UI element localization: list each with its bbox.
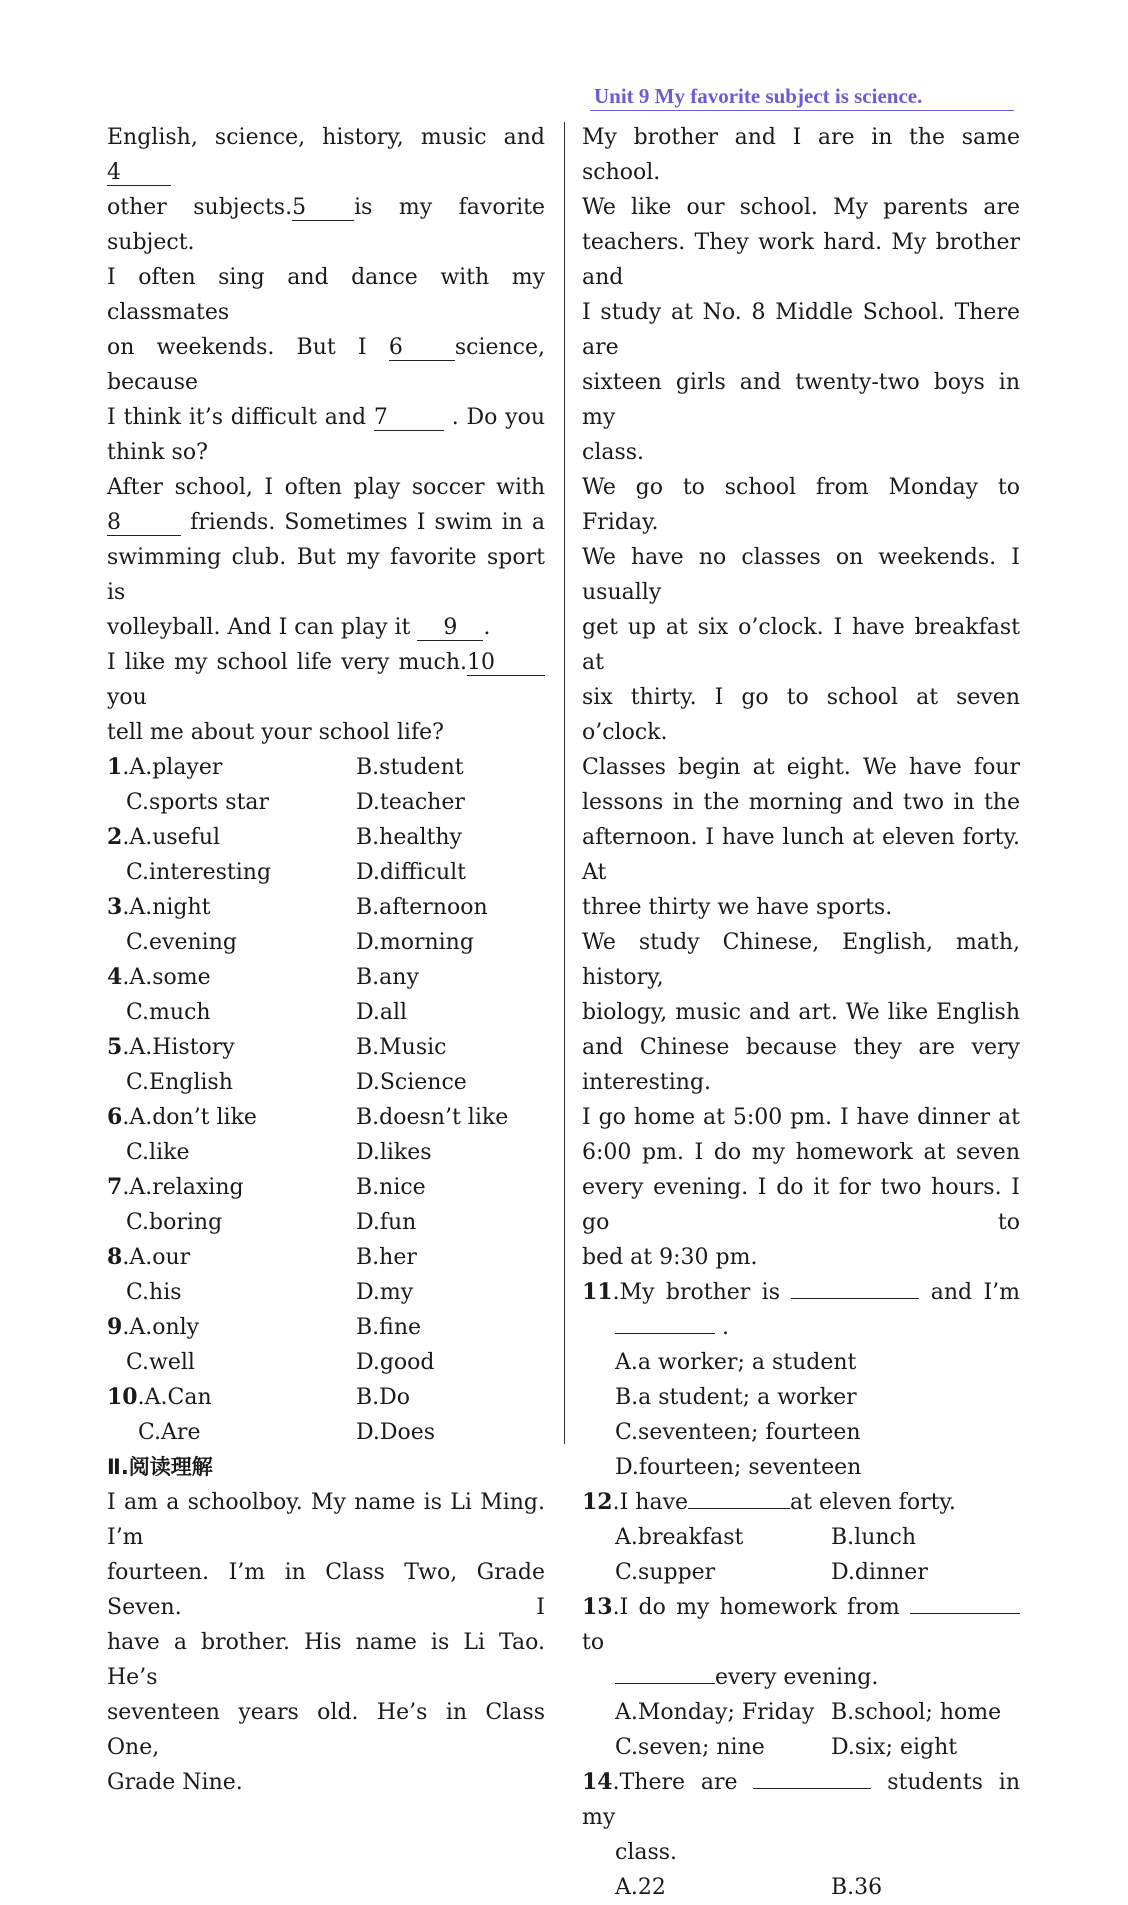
option-b: B.afternoon <box>356 895 488 920</box>
question-number: 2 <box>107 824 123 850</box>
option-row <box>107 925 545 960</box>
question-number: 7 <box>107 1174 123 1200</box>
option-b: B.doesn’t like <box>356 1105 509 1130</box>
question-stem: 11.My brother is and I’m <box>582 1279 1020 1305</box>
option-a: 8.A.our <box>107 1244 191 1270</box>
option-b: B.fine <box>356 1315 422 1340</box>
cloze-line: I often sing and dance with my classmates <box>107 265 545 325</box>
blank-5: 5 <box>292 196 354 221</box>
cloze-line: other subjects.5 is my favorite subject. <box>107 195 545 255</box>
option-b: B.nice <box>356 1175 426 1200</box>
option-a: 1.A.player <box>107 754 223 780</box>
option-a: A.22 <box>615 1875 666 1900</box>
option-c: C.supper <box>615 1560 716 1585</box>
option-row <box>107 750 545 785</box>
option-d: D.likes <box>356 1140 432 1165</box>
option-row <box>582 1695 1020 1730</box>
cloze-line: I like my school life very much.10you <box>107 645 545 715</box>
cloze-line: think so? <box>107 440 208 465</box>
passage-line: bed at 9:30 pm. <box>582 1245 758 1270</box>
option-row <box>107 1275 545 1310</box>
question-stem: 13.I do my homework from to <box>582 1590 1020 1660</box>
option-d: D.fun <box>356 1210 417 1235</box>
option-row <box>107 1205 545 1240</box>
question-number: 8 <box>107 1244 123 1270</box>
option-row <box>107 1240 545 1275</box>
passage-line: class. <box>582 440 645 465</box>
cloze-line: volleyball. And I can play it 9 . <box>107 615 491 640</box>
option-d: D.difficult <box>356 860 466 885</box>
option-d: D.morning <box>356 930 474 955</box>
question-number: 14 <box>582 1769 613 1795</box>
question-number: 3 <box>107 894 123 920</box>
option-row <box>107 1415 545 1450</box>
option-row <box>107 820 545 855</box>
cloze-options <box>107 750 545 1450</box>
passage-line: We have no classes on weekends. I usually <box>582 545 1020 605</box>
question-stem: 14.There are students in my <box>582 1769 1021 1830</box>
option-d: D.Does <box>356 1420 436 1445</box>
option-c: C.his <box>126 1280 182 1305</box>
option-d: D.Science <box>356 1070 467 1095</box>
passage-line: I study at No. 8 Middle School. There are <box>582 300 1020 360</box>
option-b: B.student <box>356 755 464 780</box>
passage-paragraph-4 <box>582 1100 1020 1275</box>
passage-line: teachers. They work hard. My brother and <box>582 230 1020 290</box>
option-b: B.any <box>356 965 419 990</box>
passage-left <box>107 1485 545 1800</box>
option-row <box>107 1065 545 1100</box>
option-row <box>107 960 545 995</box>
passage-line: interesting. <box>582 1070 712 1095</box>
option-row <box>582 1730 1020 1765</box>
left-column <box>107 120 545 1800</box>
passage-line: We go to school from Monday to Friday. <box>582 475 1020 535</box>
passage-paragraph-2 <box>582 470 1020 925</box>
passage-line: We study Chinese, English, math, history, <box>582 930 1020 990</box>
option-d: D.all <box>356 1000 408 1025</box>
question-14 <box>582 1765 1020 1905</box>
question-stem-cont: class. <box>615 1840 678 1865</box>
right-column <box>582 120 1020 1905</box>
option-c: C.seven; nine <box>615 1735 765 1760</box>
passage-line: and Chinese because they are very <box>582 1035 1020 1060</box>
option-d: D.good <box>356 1350 435 1375</box>
option-c: C.much <box>126 1000 211 1025</box>
option-d: D.fourteen; seventeen <box>615 1455 862 1480</box>
option-a: A.Monday; Friday <box>615 1700 815 1725</box>
cloze-line: After school, I often play soccer with <box>107 475 545 500</box>
option-b: B.school; home <box>831 1700 1002 1725</box>
section-title: Ⅱ.阅读理解 <box>107 1455 213 1479</box>
option-row <box>107 1170 545 1205</box>
question-11 <box>582 1275 1020 1485</box>
cloze-line: tell me about your school life? <box>107 720 444 745</box>
question-stem-cont: every evening. <box>582 1660 1020 1695</box>
option-a: 9.A.only <box>107 1314 200 1340</box>
blank-10: 10 <box>467 651 545 676</box>
option-b: B.her <box>356 1245 417 1270</box>
option-a: 3.A.night <box>107 894 211 920</box>
option-row <box>107 1310 545 1345</box>
option-d: D.six; eight <box>831 1735 958 1760</box>
option-row <box>107 785 545 820</box>
passage-line: afternoon. I have lunch at eleven forty. At <box>582 825 1020 885</box>
cloze-line: 8 friends. Sometimes I swim in a <box>107 510 545 535</box>
question-number: 10 <box>107 1384 138 1410</box>
option-c: C.evening <box>126 930 237 955</box>
option-c: C.interesting <box>126 860 272 885</box>
option-a: 7.A.relaxing <box>107 1174 244 1200</box>
passage-line: We like our school. My parents are <box>582 195 1020 220</box>
blank-8: 8 <box>107 511 181 536</box>
passage-line: I am a schoolboy. My name is Li Ming. I’m <box>107 1490 545 1550</box>
question-number: 5 <box>107 1034 123 1060</box>
header-rule <box>590 110 1014 111</box>
question-number: 12 <box>582 1489 613 1515</box>
blank-7: 7 <box>374 406 444 431</box>
passage-line: seventeen years old. He’s in Class One, <box>107 1700 545 1760</box>
option-row <box>582 1555 1020 1590</box>
option-a: 6.A.don’t like <box>107 1104 257 1130</box>
option-row <box>582 1870 1020 1905</box>
column-divider <box>564 122 565 1444</box>
passage-line: fourteen. I’m in Class Two, Grade Seven. I <box>107 1560 545 1620</box>
option-c: C.boring <box>126 1210 223 1235</box>
passage-line: 6:00 pm. I do my homework at seven <box>582 1140 1020 1165</box>
option-row <box>107 890 545 925</box>
question-number: 11 <box>582 1279 613 1305</box>
option-b: B.a student; a worker <box>615 1385 857 1410</box>
question-12 <box>582 1485 1020 1590</box>
answer-blank <box>791 1298 919 1299</box>
passage-line: Classes begin at eight. We have four <box>582 755 1020 780</box>
option-b: B.Do <box>356 1385 411 1410</box>
option-row <box>582 1520 1020 1555</box>
blank-6: 6 <box>389 336 455 361</box>
question-stem: 12.I have at eleven forty. <box>582 1489 956 1515</box>
blank-9: 9 <box>417 616 483 641</box>
option-a: 5.A.History <box>107 1034 235 1060</box>
passage-line: I go home at 5:00 pm. I have dinner at <box>582 1105 1020 1130</box>
question-stem-cont: . <box>582 1310 1020 1345</box>
passage-line: lessons in the morning and two in the <box>582 790 1020 815</box>
option-c: C.sports star <box>126 790 270 815</box>
question-13 <box>582 1590 1020 1765</box>
question-number: 4 <box>107 964 123 990</box>
option-b: B.36 <box>831 1875 883 1900</box>
option-row <box>107 1100 545 1135</box>
option-c: C.like <box>126 1140 190 1165</box>
answer-blank <box>688 1508 790 1509</box>
running-header: Unit 9 My favorite subject is science. <box>594 84 923 108</box>
option-d: D.my <box>356 1280 414 1305</box>
option-c: C.Are <box>138 1420 201 1445</box>
option-a: 10.A.Can <box>107 1384 212 1410</box>
cloze-line: on weekends. But I 6 science, because <box>107 335 545 395</box>
question-number: 6 <box>107 1104 123 1130</box>
passage-line: six thirty. I go to school at seven o’clock. <box>582 685 1020 745</box>
passage-line: every evening. I do it for two hours. I go to <box>582 1175 1020 1235</box>
cloze-line: swimming club. But my favorite sport is <box>107 545 545 605</box>
passage-paragraph-1 <box>582 120 1020 470</box>
cloze-line: English, science, history, music and 4 <box>107 125 545 185</box>
cloze-line: I think it’s difficult and 7 . Do you <box>107 405 545 430</box>
option-b: B.healthy <box>356 825 462 850</box>
answer-blank <box>910 1613 1020 1614</box>
option-row <box>107 1135 545 1170</box>
question-number: 13 <box>582 1594 613 1620</box>
option-a: 4.A.some <box>107 964 211 990</box>
blank-4: 4 <box>107 161 171 186</box>
option-row <box>107 855 545 890</box>
option-b: B.Music <box>356 1035 447 1060</box>
option-c: C.seventeen; fourteen <box>615 1420 861 1445</box>
answer-blank <box>615 1333 715 1334</box>
question-number: 1 <box>107 754 123 780</box>
passage-line: three thirty we have sports. <box>582 895 893 920</box>
question-number: 9 <box>107 1314 123 1340</box>
passage-line: get up at six o’clock. I have breakfast at <box>582 615 1020 675</box>
option-a: A.breakfast <box>615 1525 744 1550</box>
option-d: D.teacher <box>356 790 465 815</box>
option-d: D.dinner <box>831 1560 928 1585</box>
option-c: C.well <box>126 1350 195 1375</box>
passage-line: Grade Nine. <box>107 1770 243 1795</box>
option-a: 2.A.useful <box>107 824 221 850</box>
passage-line: sixteen girls and twenty-two boys in my <box>582 370 1020 430</box>
passage-line: have a brother. His name is Li Tao. He’s <box>107 1630 545 1690</box>
passage-line: biology, music and art. We like English <box>582 1000 1020 1025</box>
passage-line: My brother and I are in the same school. <box>582 125 1020 185</box>
option-row <box>107 995 545 1030</box>
option-row <box>107 1345 545 1380</box>
option-a: A.a worker; a student <box>615 1350 857 1375</box>
answer-blank <box>615 1683 715 1684</box>
passage-paragraph-3 <box>582 925 1020 1100</box>
option-c: C.English <box>126 1070 233 1095</box>
option-row <box>107 1030 545 1065</box>
option-b: B.lunch <box>831 1525 917 1550</box>
option-row <box>107 1380 545 1415</box>
answer-blank <box>753 1788 871 1789</box>
